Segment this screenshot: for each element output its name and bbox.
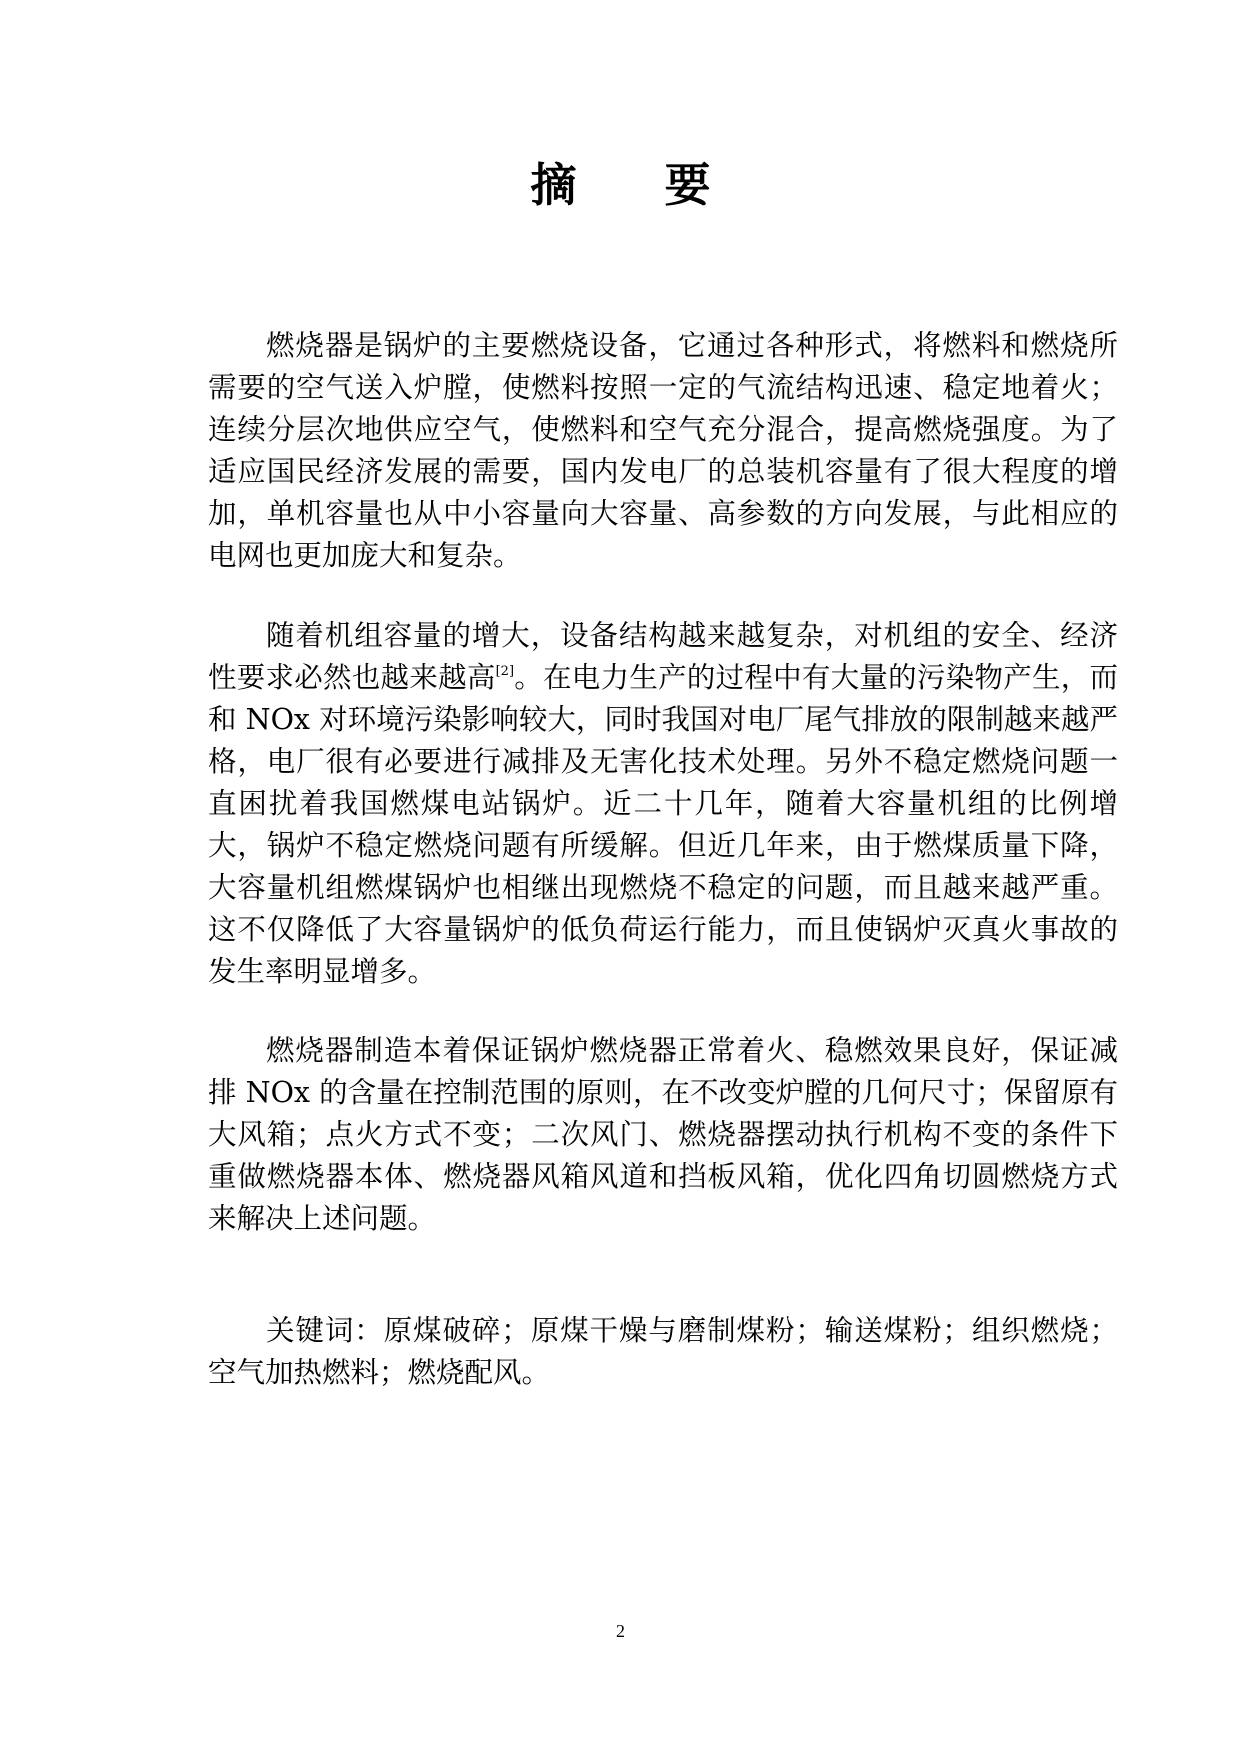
abstract-paragraph-2 — [208, 615, 1118, 993]
citation-reference: [2] — [495, 664, 515, 679]
abstract-paragraph-1: 燃烧器是锅炉的主要燃烧设备，它通过各种形式，将燃料和燃烧所需要的空气送入炉膛，使燃料按照一定的气流结构迅速、稳定地着火；连续分层次地供应空气，使燃料和空气充分混合，提高燃烧强度。为了适应国民经济发展的需要，国内发电厂的总装机容量有了很大程度的增加，单机容量也从中小容量向大容量、高参数的方向发展，与此相应的电网也更加庞大和复杂。 — [208, 329, 1118, 572]
abstract-paragraph-3: 燃烧器制造本着保证锅炉燃烧器正常着火、稳燃效果良好，保证减排 NOx 的含量在控制范围的原则，在不改变炉膛的几何尺寸；保留原有大风箱；点火方式不变；二次风门、燃烧器摆动执行机构不变的条件下重做燃烧器本体、燃烧器风箱风道和挡板风箱，优化四角切圆燃烧方式来解决上述问题。 — [208, 1034, 1118, 1235]
page-number: 2 — [616, 1621, 625, 1641]
paragraph-2-text-after-ref: 。在电力生产的过程中有大量的污染物产生，而和 NOx 对环境污染影响较大，同时我国对电厂尾气排放的限制越来越严格，电厂很有必要进行减排及无害化技术处理。另外不稳定燃烧问题一直困扰着我国燃煤电站锅炉。近二十几年，随着大容量机组的比例增大，锅炉不稳定燃烧问题有所缓解。但近几年来，由于燃煤质量下降，大容量机组燃煤锅炉也相继出现燃烧不稳定的问题，而且越来越严重。这不仅降低了大容量锅炉的低负荷运行能力，而且使锅炉灭真火事故的发生率明显增多。 — [208, 661, 1118, 988]
keywords-text: 原煤破碎；原煤干燥与磨制煤粉；输送煤粉；组织燃烧；空气加热燃料；燃烧配风。 — [208, 1314, 1118, 1389]
page-title: 摘 要 — [530, 158, 747, 212]
paragraph-2-text-before-ref: 随着机组容量的增大，设备结构越来越复杂，对机组的安全、经济性要求必然也越来越高 — [208, 619, 1118, 694]
keywords-label: 关键词： — [266, 1314, 384, 1347]
keywords-paragraph — [208, 1310, 1118, 1394]
